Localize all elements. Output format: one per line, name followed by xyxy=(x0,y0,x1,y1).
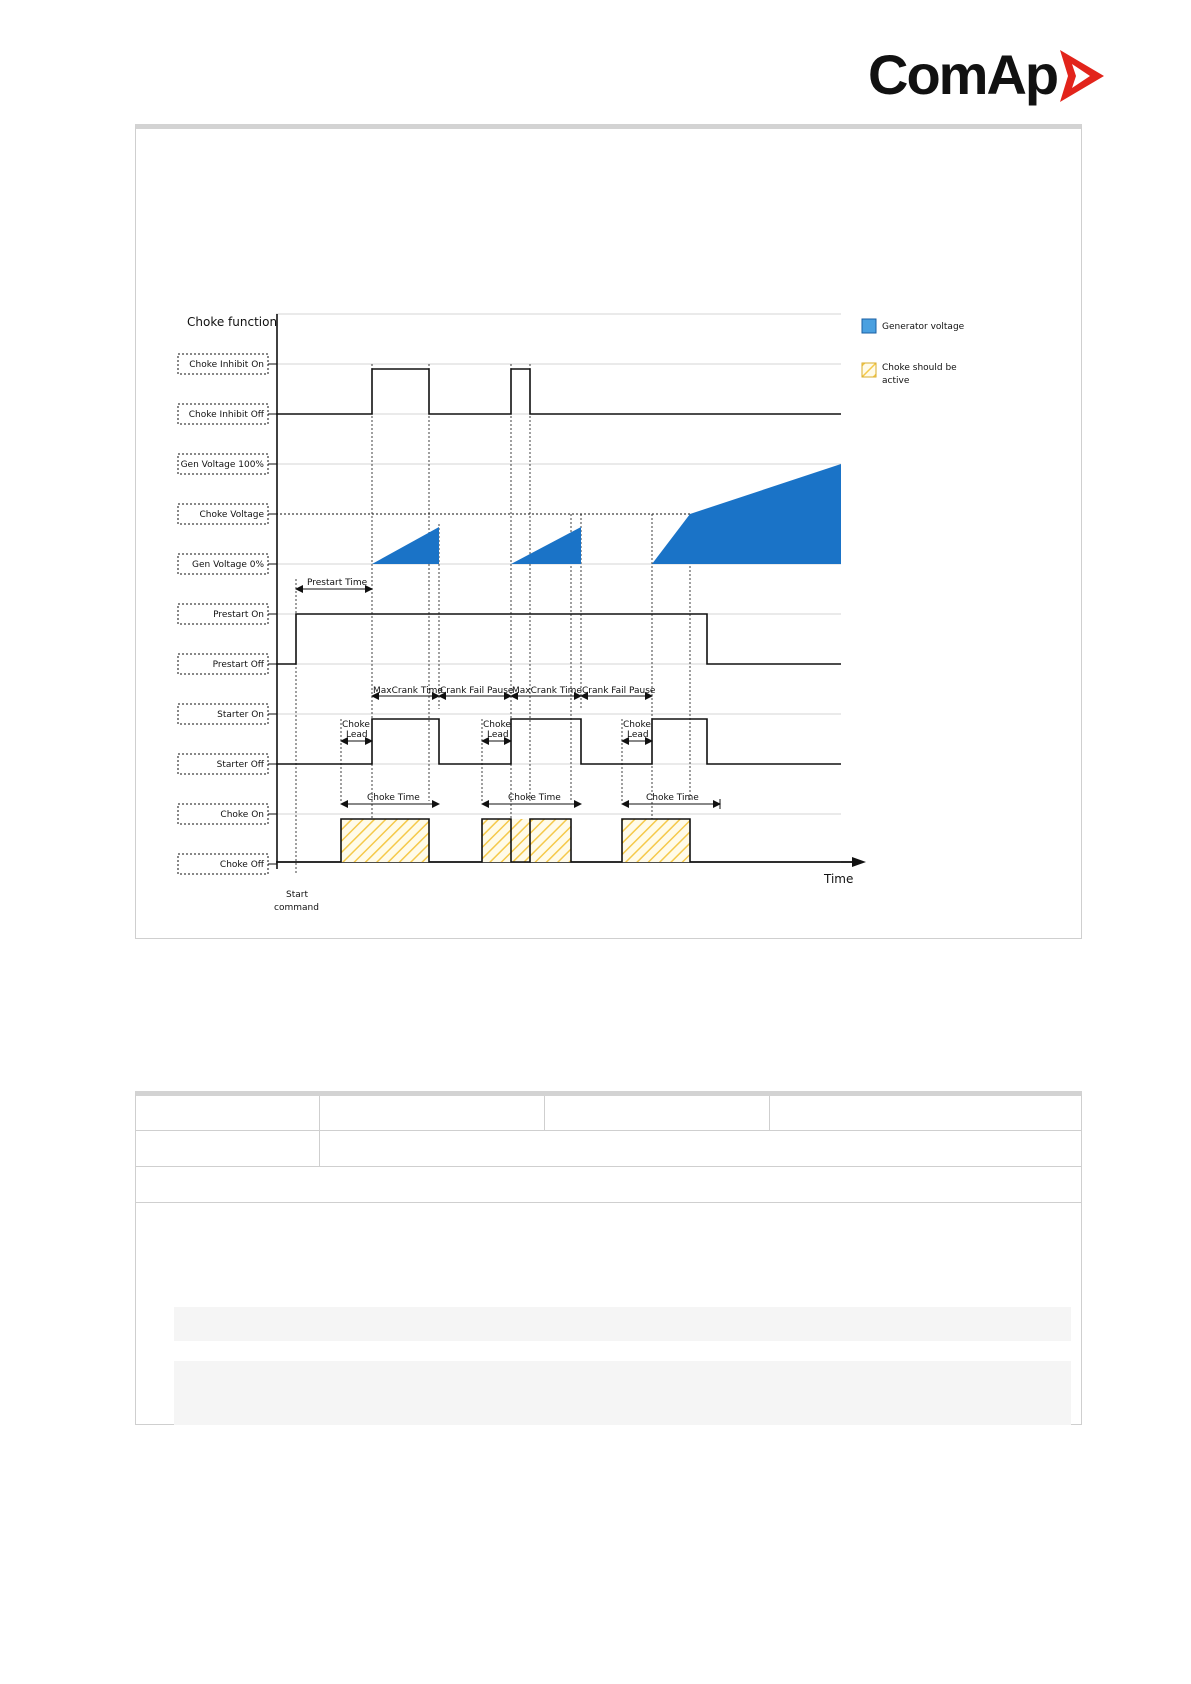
prestart-time-label: Prestart Time xyxy=(307,578,368,588)
level-label: Choke Inhibit Off xyxy=(188,410,264,420)
level-label: Choke Off xyxy=(219,860,264,870)
level-label: Gen Voltage 0% xyxy=(192,560,264,570)
table-cell xyxy=(320,1096,545,1130)
crank-fail-pause-label-1: Crank Fail Pause xyxy=(440,686,514,696)
logo-arrow-icon xyxy=(1058,48,1106,104)
note-box xyxy=(174,1307,1071,1341)
level-label: Starter Off xyxy=(216,760,264,770)
legend-choke-label-line2: active xyxy=(882,376,910,386)
parameter-table xyxy=(135,1091,1082,1425)
level-label: Choke Inhibit On xyxy=(189,360,264,370)
maxcrank-time-label-2: MaxCrank Time xyxy=(512,686,582,696)
time-axis-label: Time xyxy=(824,872,854,886)
start-label-line2: command xyxy=(274,903,319,913)
level-label: Prestart On xyxy=(213,610,264,620)
choke-lead-label-1a: Choke xyxy=(342,720,370,730)
table-header-row xyxy=(136,1096,1081,1131)
table-cell xyxy=(136,1131,320,1166)
start-label-line1: Start xyxy=(286,890,308,900)
level-label: Prestart Off xyxy=(212,660,264,670)
level-label: Choke On xyxy=(220,810,264,820)
legend-generator-label: Generator voltage xyxy=(882,322,965,332)
choke-lead-label-1b: Lead xyxy=(346,730,368,740)
choke-lead-label-2a: Choke xyxy=(483,720,511,730)
choke-lead-label-2b: Lead xyxy=(487,730,509,740)
choke-lead-label-3b: Lead xyxy=(627,730,649,740)
logo-text: ComAp xyxy=(868,43,1058,106)
diagram-title: Choke function xyxy=(187,315,278,329)
gen-voltage-ramp-2 xyxy=(511,527,581,564)
table-row xyxy=(136,1167,1081,1203)
choke-active-area-1 xyxy=(341,819,429,862)
level-label: Starter On xyxy=(217,710,264,720)
choke-time-label-2: Choke Time xyxy=(508,793,561,803)
legend-generator-swatch xyxy=(862,319,876,333)
legend-choke-label-line1: Choke should be xyxy=(882,363,957,373)
note-box xyxy=(174,1361,1071,1425)
level-label: Gen Voltage 100% xyxy=(180,460,264,470)
choke-active-area-2 xyxy=(482,819,571,862)
choke-lead-label-3a: Choke xyxy=(623,720,651,730)
table-cell xyxy=(136,1096,320,1130)
table-cell xyxy=(545,1096,770,1130)
level-label: Choke Voltage xyxy=(199,510,264,520)
choke-time-label-1: Choke Time xyxy=(367,793,420,803)
choke-inhibit-signal xyxy=(276,369,841,414)
choke-active-area-3 xyxy=(622,819,690,862)
maxcrank-time-label-1: MaxCrank Time xyxy=(373,686,443,696)
legend-choke-swatch xyxy=(862,363,876,377)
choke-time-label-3: Choke Time xyxy=(646,793,699,803)
table-row xyxy=(136,1131,1081,1167)
choke-function-diagram xyxy=(136,129,1081,939)
prestart-signal xyxy=(276,614,841,664)
crank-fail-pause-label-2: Crank Fail Pause xyxy=(582,686,656,696)
diagram-panel xyxy=(135,124,1082,939)
